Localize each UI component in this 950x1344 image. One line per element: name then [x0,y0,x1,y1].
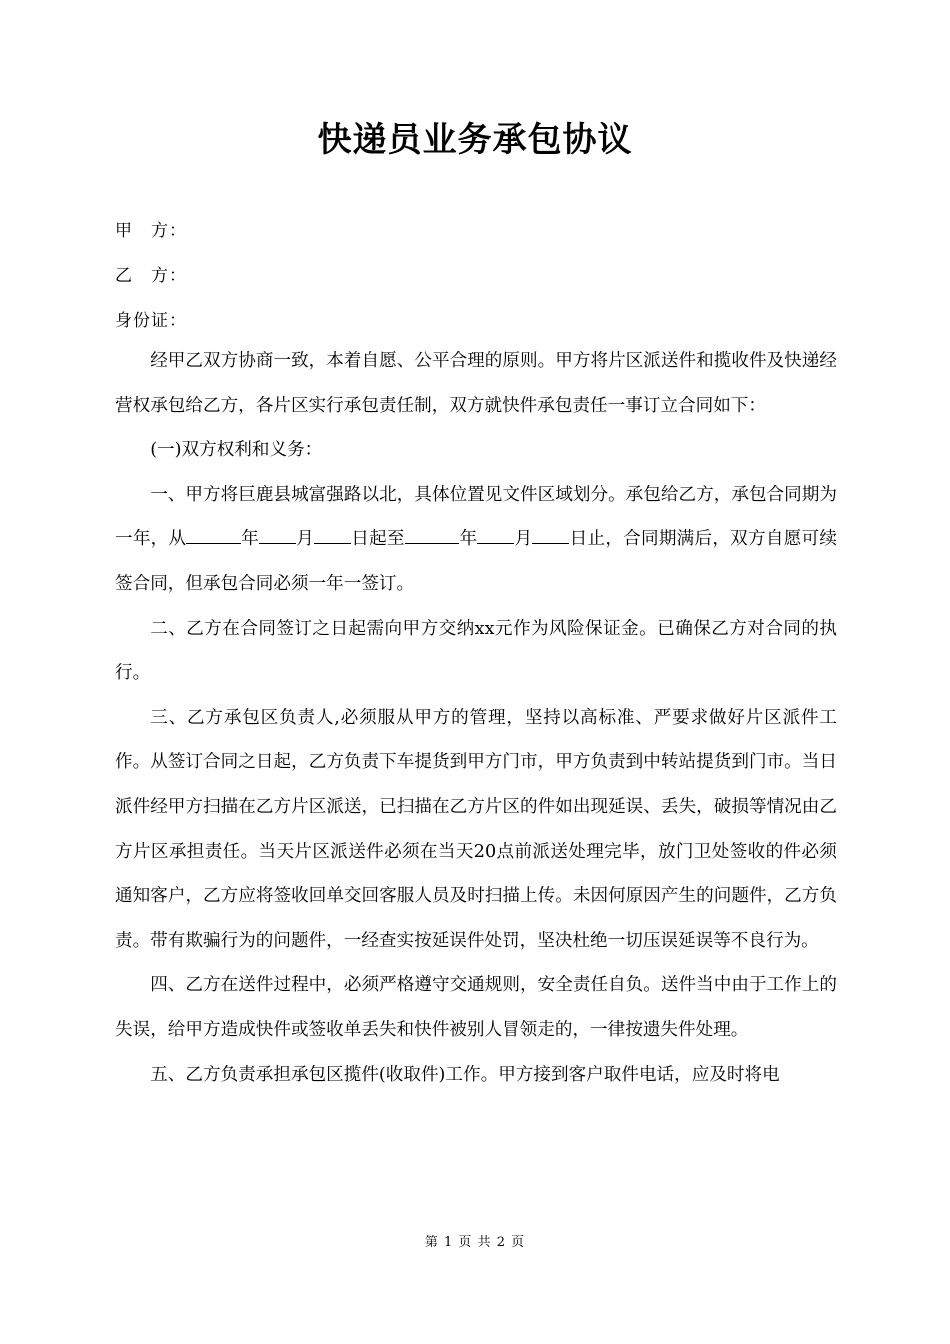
intro-paragraph: 经甲乙双方协商一致，本着自愿、公平合理的原则。甲方将片区派送件和揽收件及快递经营权承包给乙方，各片区实行承包责任制，双方就快件承包责任一事订立合同如下： [115,351,837,416]
start-month-blank [259,525,296,544]
document-title: 快递员业务承包协议 [317,120,633,160]
clause-1-text-end: 日止，合同期满后，双方自愿可续签合同，但承包合同必须一年一签订。 [115,529,837,594]
start-year-unit: 年 [240,529,259,550]
start-month-unit: 月 [295,529,315,550]
end-year-unit: 年 [459,529,478,550]
end-day-blank [532,525,569,544]
party-b-label: 乙 方： [115,266,187,286]
start-year-blank [186,525,241,544]
id-card-label: 身份证： [115,311,187,331]
start-day-blank [314,525,351,544]
clause-3: 三、乙方承包区负责人,必须服从甲方的管理，坚持以高标准、严要求做好片区派件工作。从签订合同之日起，乙方负责下车提货到甲方门市，甲方负责到中转站提货到门市。当日派件经甲方扫描在乙方片区派送，已扫描在乙方片区的件如出现延误、丢失，破损等情况由乙方片区承担责任。当天片区派送件必须在当天20点前派送处理完毕，放门卫处签收的件必须通知客户，乙方应将签收回单交回客服人员及时扫描上传。未因何原因产生的问题件，乙方负责。带有欺骗行为的问题件，一经查实按延误件处罚，坚决杜绝一切压误延误等不良行为。 [115,707,837,951]
clause-2: 二、乙方在合同签订之日起需向甲方交纳xx元作为风险保证金。已确保乙方对合同的执行。 [115,618,837,684]
page-number: 第 1 页 共 2 页 [424,1235,526,1250]
clause-5: 五、乙方负责承担承包区揽件(收取件)工作。甲方接到客户取件电话，应及时将电 [150,1064,780,1085]
section-heading: (一)双方权利和义务： [150,440,323,461]
party-a-label: 甲 方： [115,221,187,241]
end-month-blank [477,525,514,544]
clause-1 [115,473,837,607]
end-month-unit: 月 [514,529,533,550]
clause-1-text-start: 一、甲方将巨鹿县城富强路以北，具体位置见文件区域划分。承包给乙方，承包合同期为一年，从 [115,484,837,550]
start-day-unit: 日起至 [351,529,405,550]
agreement-body [115,339,837,1097]
clause-4: 四、乙方在送件过程中，必须严格遵守交通规则，安全责任自负。送件当中由于工作上的失误，给甲方造成快件或签收单丢失和快件被别人冒领走的，一律按遗失件处理。 [115,975,837,1040]
end-year-blank [405,525,460,544]
